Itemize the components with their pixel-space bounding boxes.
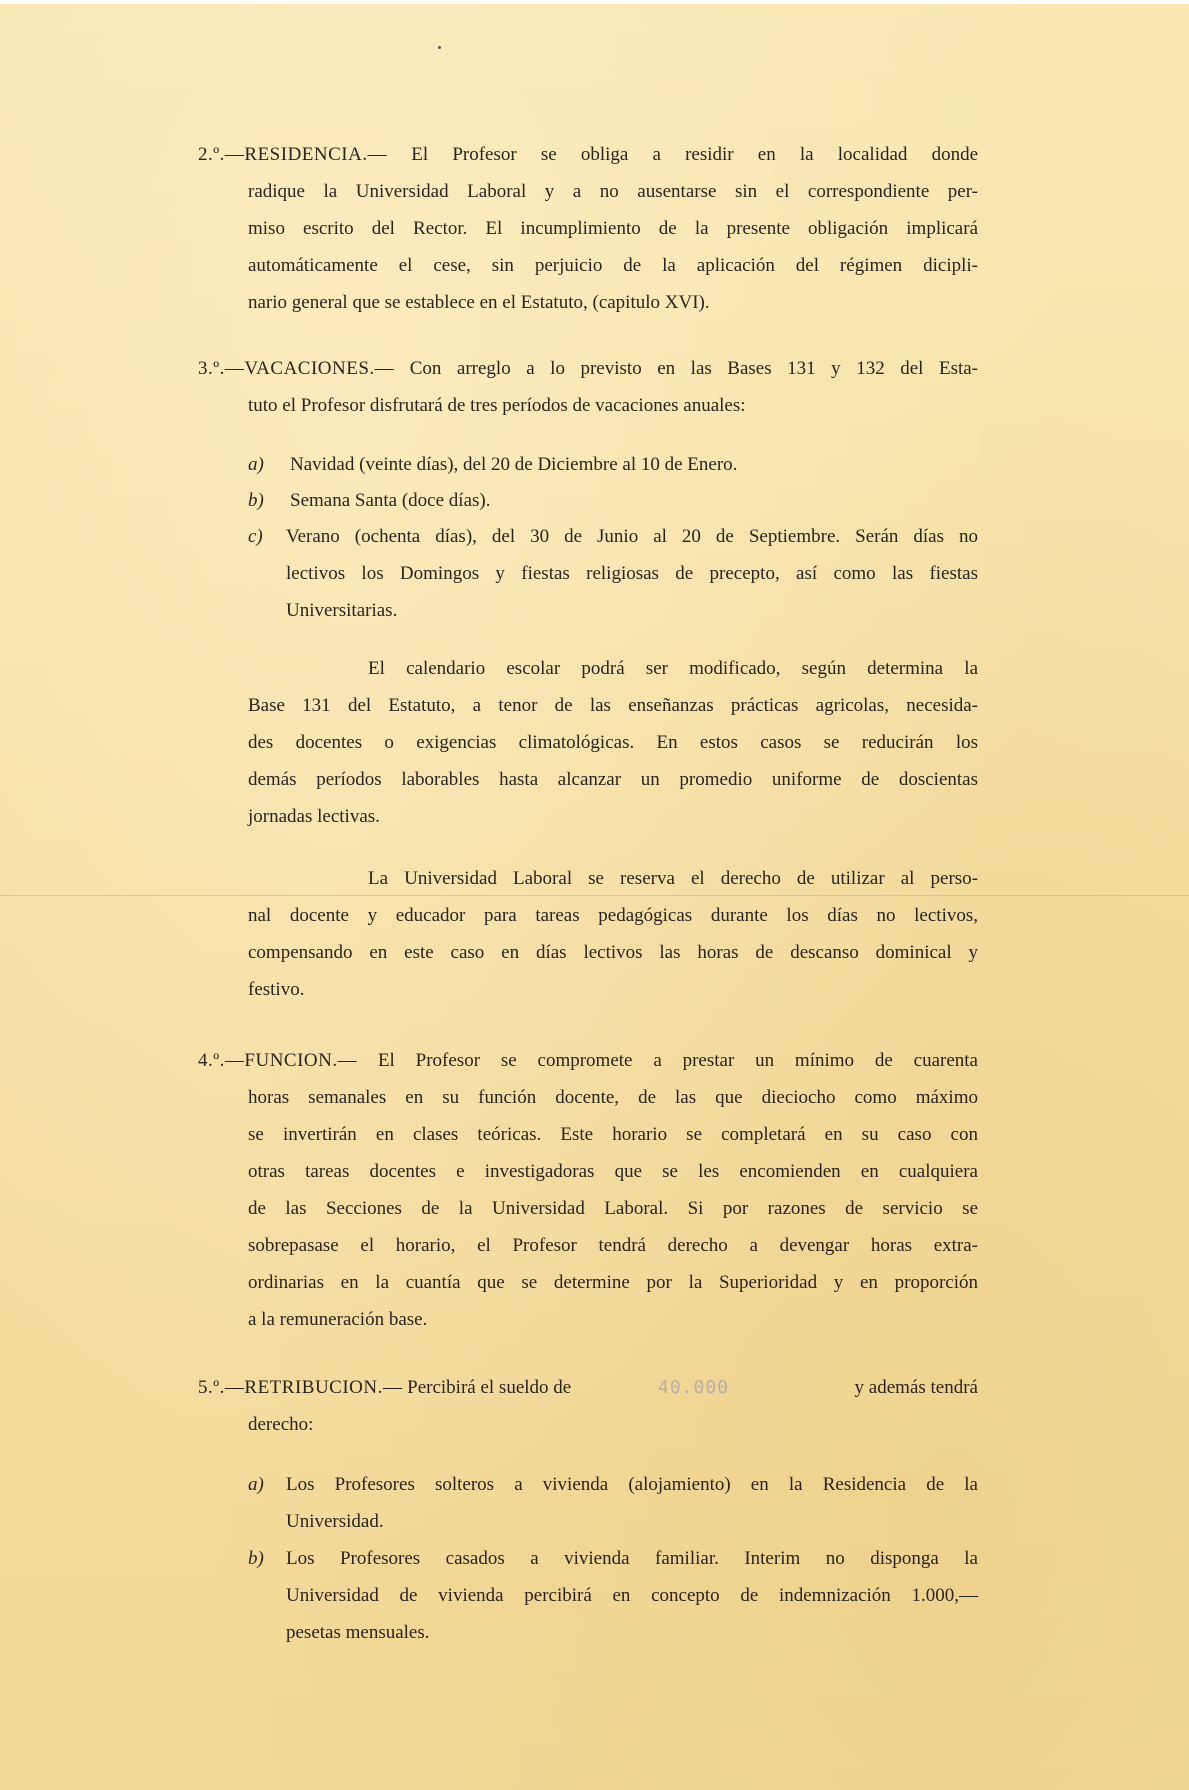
section-number: 2.º.	[198, 144, 225, 165]
list-item-text: Universidad de vivienda percibirá en concepto de indemnización 1.000,—	[286, 1585, 978, 1606]
section-heading-line	[198, 136, 978, 173]
section-retribucion-heading	[198, 1369, 978, 1406]
list-item-text: Los Profesores solteros a vivienda (alojamiento) en la Residencia de la	[286, 1474, 978, 1495]
list-item-letter: a)	[248, 1474, 264, 1495]
page-top-edge	[0, 0, 1189, 4]
list-item-text: Verano (ochenta días), del 30 de Junio al 20 de Septiembre. Serán días no	[286, 526, 978, 547]
list-item-letter: b)	[248, 1548, 264, 1569]
section-title: —VACACIONES.—	[224, 358, 395, 379]
ink-speck	[438, 46, 441, 49]
list-item-a	[248, 1466, 978, 1540]
list-item-text: Universidad.	[286, 1511, 384, 1532]
paragraph-reserva	[248, 860, 978, 1008]
text-line: des docentes o exigencias climatológicas. En estos casos se reducirán los	[248, 732, 978, 753]
section-number: 3.º.	[198, 358, 225, 379]
text-line: se invertirán en clases teóricas. Este horario se completará en su caso con	[248, 1124, 978, 1145]
list-item-text: Semana Santa (doce días).	[290, 490, 491, 511]
section-funcion	[198, 1042, 978, 1338]
text-line: horas semanales en su función docente, de las que dieciocho como máximo	[248, 1087, 978, 1108]
text-line: automáticamente el cese, sin perjuicio de la aplicación del régimen dicipli-	[248, 255, 978, 276]
section-first-line-text: Con arreglo a lo previsto en las Bases 131 y 132 del Esta-	[394, 358, 978, 379]
text-line: El calendario escolar podrá ser modificado, según determina la	[368, 658, 978, 679]
text-line: sobrepasase el horario, el Profesor tendrá derecho a devengar horas extra-	[248, 1235, 978, 1256]
list-item-b	[248, 482, 978, 519]
list-item-text: Universitarias.	[286, 600, 398, 621]
handwritten-salary: 40.000	[658, 1377, 730, 1398]
list-item-text: lectivos los Domingos y fiestas religiosas de precepto, así como las fiestas	[286, 563, 978, 584]
text-line: a la remuneración base.	[248, 1309, 428, 1330]
list-item-text: Los Profesores casados a vivienda familiar. Interim no disponga la	[286, 1548, 978, 1569]
section-first-line-text: El Profesor se obliga a residir en la localidad donde	[387, 144, 978, 165]
text-line: demás períodos laborables hasta alcanzar un promedio uniforme de doscientas	[248, 769, 978, 790]
list-item-c	[248, 518, 978, 629]
text-line: nario general que se establece en el Estatuto, (capitulo XVI).	[248, 292, 710, 313]
section-vacaciones	[198, 350, 978, 424]
text-line: festivo.	[248, 979, 305, 1000]
text-line: jornadas lectivas.	[248, 806, 380, 827]
section-title: —RETRIBUCION.—	[224, 1377, 403, 1398]
text-line: otras tareas docentes e investigadoras que se les encomienden en cualquiera	[248, 1161, 978, 1182]
section-heading-line	[198, 1042, 978, 1079]
section-heading-line	[198, 350, 978, 387]
text-line: tuto el Profesor disfrutará de tres períodos de vacaciones anuales:	[248, 395, 746, 416]
section-number: 5.º.	[198, 1377, 225, 1398]
list-item-letter: a)	[248, 454, 264, 475]
text-line: nal docente y educador para tareas pedagógicas durante los días no lectivos,	[248, 905, 978, 926]
list-item-a	[248, 446, 978, 483]
text-line: miso escrito del Rector. El incumplimiento de la presente obligación implicará	[248, 218, 978, 239]
list-item-text: Navidad (veinte días), del 20 de Diciembre al 10 de Enero.	[290, 454, 738, 475]
section-first-line-text: El Profesor se compromete a prestar un mínimo de cuarenta	[357, 1050, 978, 1071]
text-line: ordinarias en la cuantía que se determine por la Superioridad y en proporción	[248, 1272, 978, 1293]
list-item-b	[248, 1540, 978, 1651]
list-item-letter: c)	[248, 526, 263, 547]
section-first-line-text: Percibirá el sueldo de	[402, 1377, 572, 1398]
section-number: 4.º.	[198, 1050, 225, 1071]
text-line: de las Secciones de la Universidad Laboral. Si por razones de servicio se	[248, 1198, 978, 1219]
section-residencia	[198, 136, 978, 321]
list-item-text: pesetas mensuales.	[286, 1622, 430, 1643]
text-line: compensando en este caso en días lectivos las horas de descanso dominical y	[248, 942, 978, 963]
text-line: radique la Universidad Laboral y a no ausentarse sin el correspondiente per-	[248, 181, 978, 202]
paragraph-calendario	[248, 650, 978, 835]
text-line: Base 131 del Estatuto, a tenor de las enseñanzas prácticas agricolas, necesida-	[248, 695, 978, 716]
list-item-letter: b)	[248, 490, 264, 511]
section-title: —RESIDENCIA.—	[224, 144, 388, 165]
section-first-line-end: y además tendrá	[854, 1377, 978, 1398]
section-title: —FUNCION.—	[224, 1050, 358, 1071]
text-line: derecho:	[248, 1414, 314, 1435]
text-line: La Universidad Laboral se reserva el derecho de utilizar al perso-	[368, 868, 978, 889]
